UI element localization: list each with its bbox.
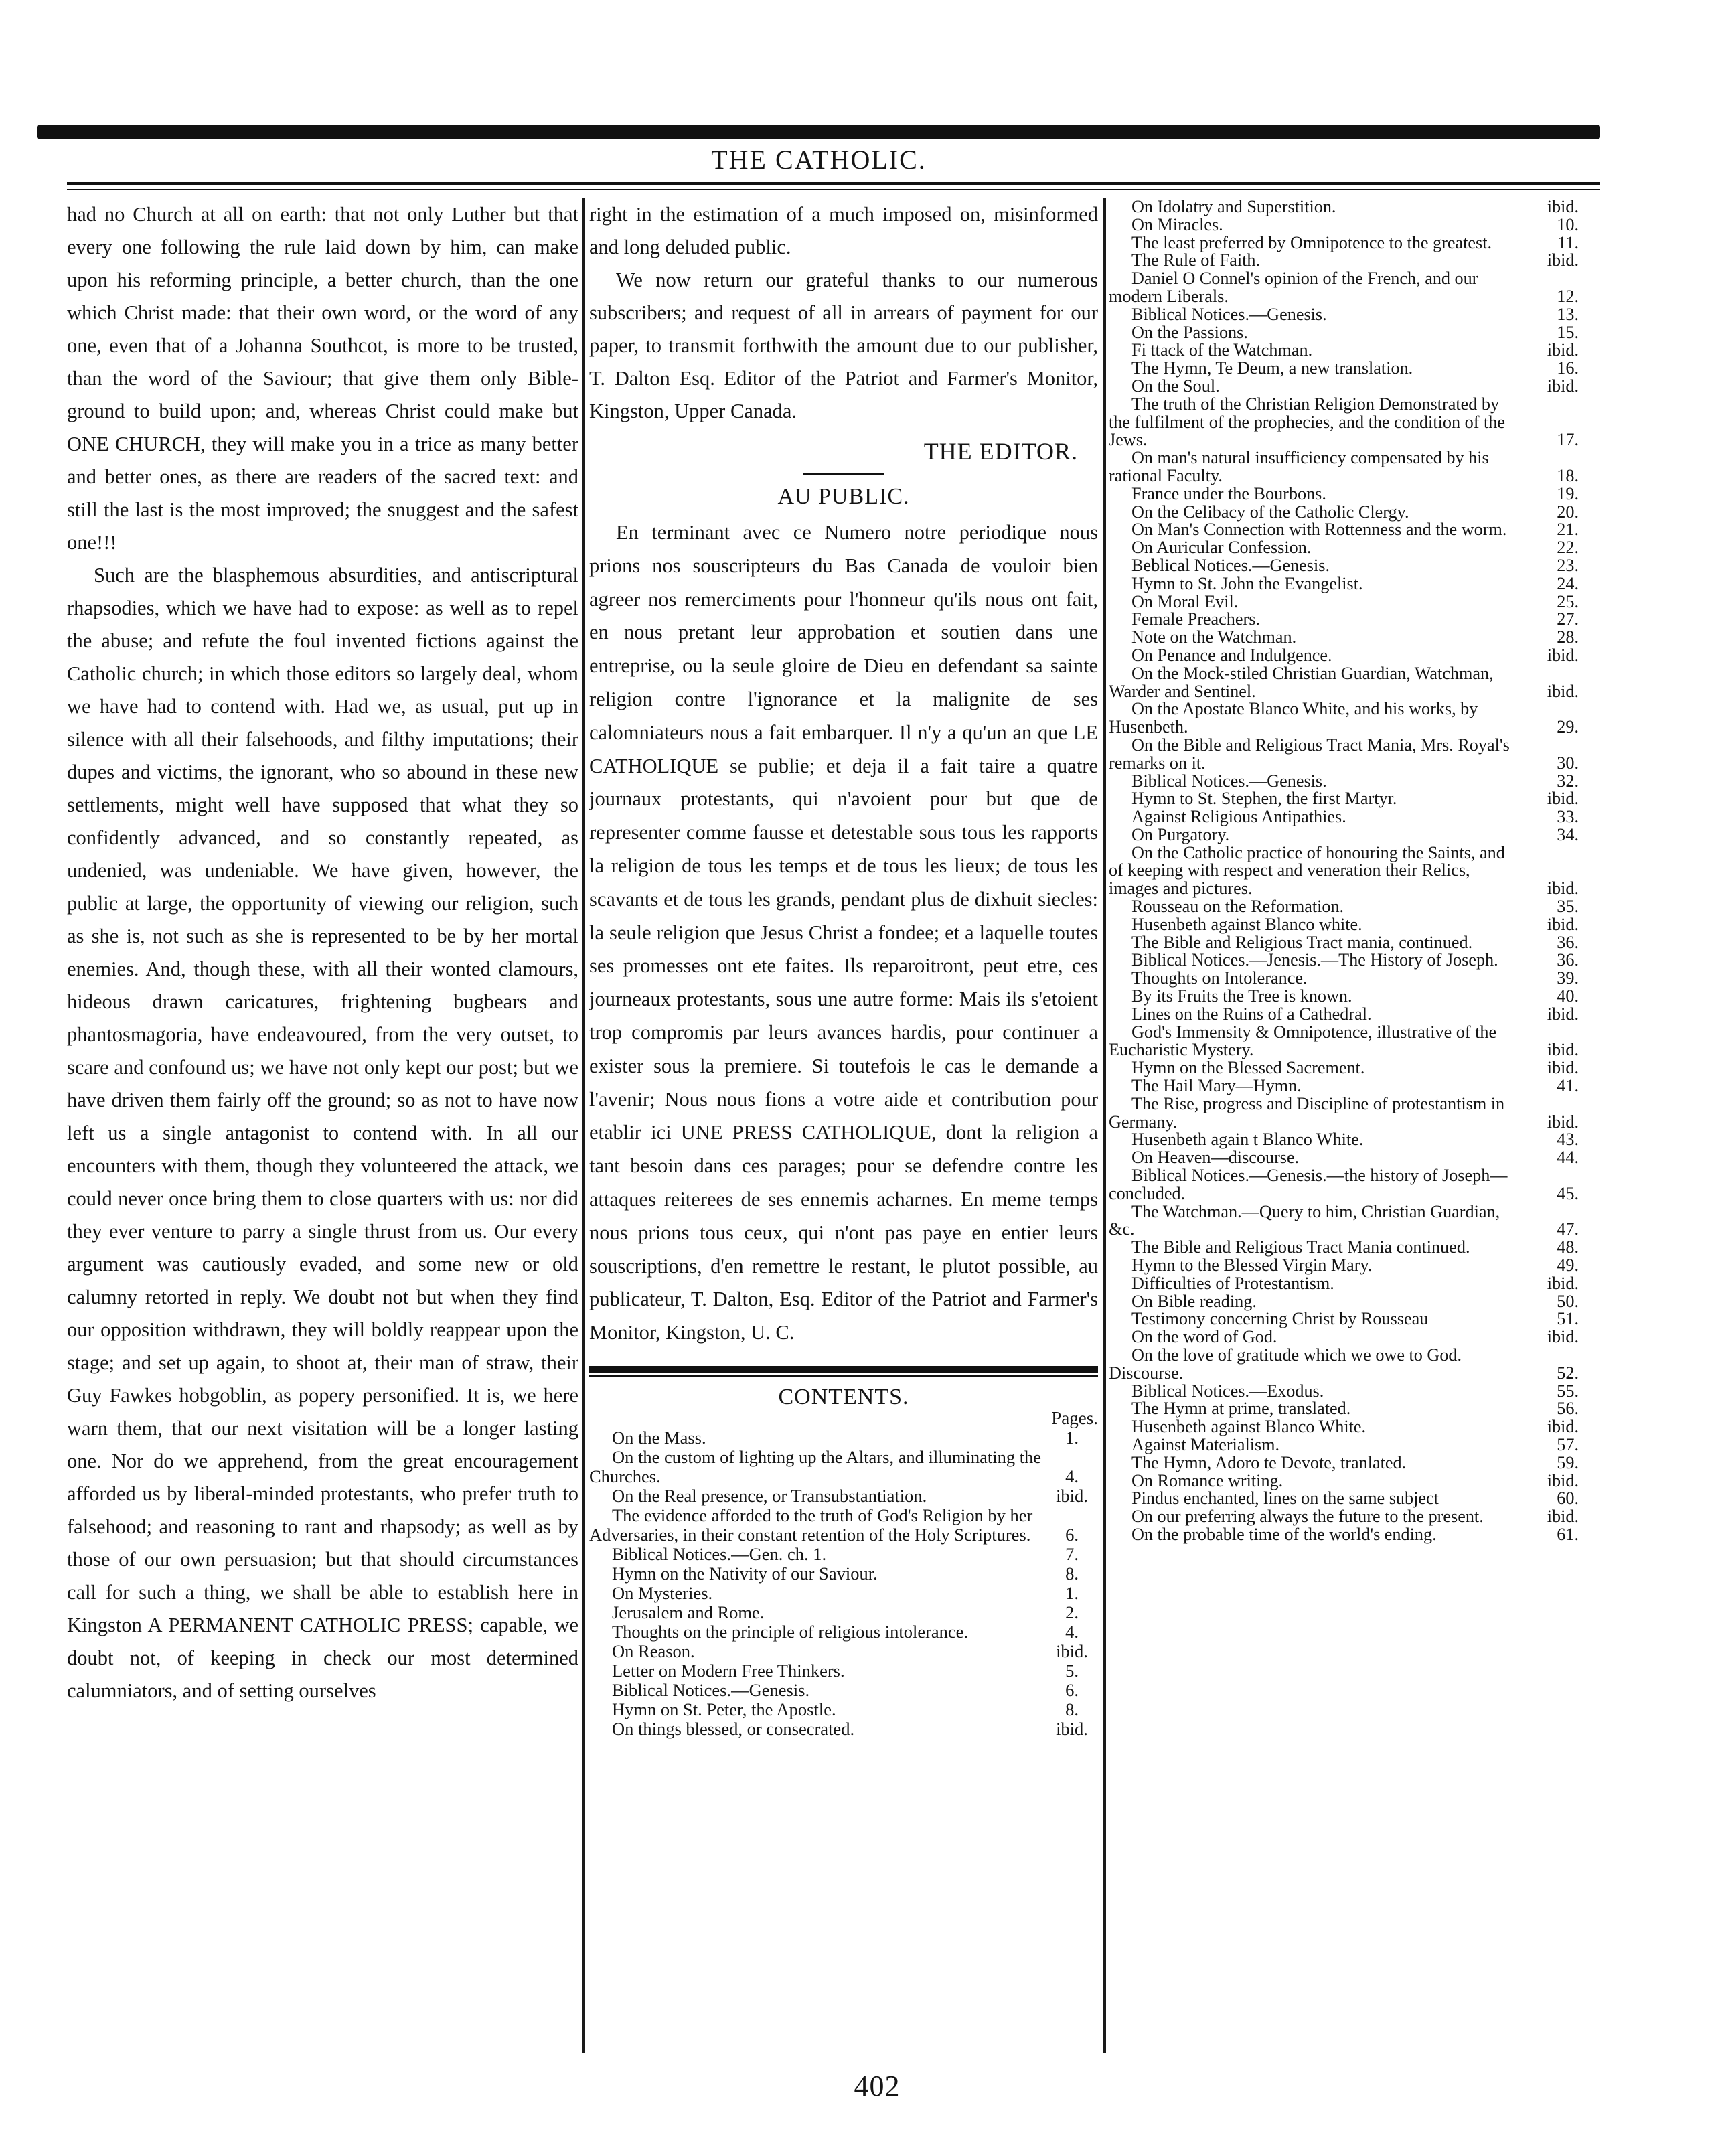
contents-entry-title: Female Preachers.	[1131, 609, 1260, 629]
contents-entry-page: 40.	[1557, 986, 1579, 1006]
contents-entry-page: 1.	[1065, 1582, 1079, 1603]
contents-entry-title: Biblical Notices.—Jenesis.—The History of Joseph.	[1131, 950, 1498, 970]
contents-entry-title: On Penance and Indulgence.	[1131, 645, 1332, 665]
contents-entry	[1109, 1418, 1584, 1436]
contents-entry	[1109, 629, 1584, 647]
contents-entry-page: 12.	[1557, 286, 1579, 306]
contents-entry-page: 23.	[1557, 555, 1579, 575]
contents-entry-page: 18.	[1557, 465, 1579, 485]
contents-entry-title: On our preferring always the future to the present.	[1131, 1507, 1484, 1527]
contents-entry-title: Husenbeth again t Blanco White.	[1131, 1130, 1364, 1150]
column-divider	[582, 198, 585, 2053]
contents-title: CONTENTS.	[778, 1384, 909, 1409]
contents-entry-page: 29.	[1557, 717, 1579, 737]
contents-entry	[589, 1700, 1098, 1719]
contents-entry	[1109, 1383, 1584, 1401]
contents-entry-page: ibid.	[1547, 1273, 1579, 1293]
contents-entry	[1109, 1436, 1584, 1454]
contents-entry-title: The evidence afforded to the truth of God's Religion by her Adversaries, in their constant retention of the Holy Scriptures.	[589, 1505, 1033, 1545]
contents-entry-page: 6.	[1065, 1679, 1079, 1700]
contents-entry-page: ibid.	[1547, 1040, 1579, 1060]
header-rule	[67, 182, 1600, 185]
contents-entry-title: On Romance writing.	[1131, 1470, 1283, 1490]
contents-entry-page: ibid.	[1547, 1417, 1579, 1437]
contents-entry-page: 1.	[1065, 1427, 1079, 1448]
contents-entry-title: By its Fruits the Tree is known.	[1131, 986, 1352, 1006]
contents-entry-page: 35.	[1557, 897, 1579, 917]
contents-entry-page: ibid.	[1547, 914, 1579, 934]
contents-entry	[1109, 988, 1584, 1006]
contents-entry	[1109, 1006, 1584, 1024]
contents-entry-page: 20.	[1557, 502, 1579, 522]
contents-entry-title: Biblical Notices.—Genesis.	[1131, 304, 1327, 324]
contents-entry-page: 19.	[1557, 483, 1579, 504]
contents-entry-title: On Purgatory.	[1131, 824, 1230, 844]
contents-entry-title: Rousseau on the Reformation.	[1131, 897, 1344, 917]
contents-entry-title: On man's natural insufficiency compensated by his rational Faculty.	[1109, 448, 1489, 485]
contents-entry-page: 48.	[1557, 1237, 1579, 1257]
contents-entry-title: Hymn to St. John the Evangelist.	[1131, 573, 1363, 593]
paragraph: had no Church at all on earth: that not only Luther but that every one following the rule laid down by him, can make upon his reforming principle, a better church, than the one which Christ made: that their own word, or the word of any one, even that of a Johanna Southcot, is more to be trusted, than the word of the Saviour; that give them only Bible-ground to build upon; and, whereas Christ could make but ONE CHURCH, they will make you in a trice as many better and better ones, as there are readers of the sacred text: and still the last is the most improved; the snuggest and the safest one!!!	[67, 203, 578, 554]
contents-entry-title: The Hymn, Te Deum, a new translation.	[1131, 358, 1413, 378]
column-divider	[1103, 198, 1106, 2053]
contents-entry-page: 8.	[1065, 1699, 1079, 1719]
contents-entry	[1109, 844, 1584, 898]
contents-entry-title: The Hymn, Adoro te Devote, tranlated.	[1131, 1452, 1407, 1472]
contents-entry-title: On the love of gratitude which we owe to God. Discourse.	[1109, 1345, 1462, 1383]
contents-entry	[1109, 216, 1584, 234]
paragraph: right in the estimation of a much imposed on, misinformed and long deluded public.	[589, 203, 1098, 258]
contents-entry-title: Fi ttack of the Watchman.	[1131, 340, 1313, 360]
contents-entry	[1109, 324, 1584, 342]
contents-entry-page: 15.	[1557, 322, 1579, 342]
contents-entry-title: On the Mass.	[612, 1427, 706, 1448]
contents-entry-page: ibid.	[1056, 1718, 1088, 1739]
contents-entry	[589, 1622, 1098, 1642]
contents-entry-page: ibid.	[1547, 1004, 1579, 1024]
contents-entry-page: ibid.	[1547, 340, 1579, 360]
contents-entry-title: Testimony concerning Christ by Rousseau	[1131, 1309, 1429, 1329]
contents-entry	[1109, 934, 1584, 952]
contents-entry-page: 25.	[1557, 591, 1579, 611]
contents-entry	[589, 1642, 1098, 1661]
contents-entry-title: On the probable time of the world's ending.	[1131, 1524, 1437, 1544]
contents-entry-title: Husenbeth against Blanco White.	[1131, 1417, 1366, 1437]
contents-entry-page: 47.	[1557, 1219, 1579, 1239]
contents-entry-page: 4.	[1065, 1621, 1079, 1642]
contents-entry-title: The Hail Mary—Hymn.	[1131, 1076, 1302, 1096]
contents-entry-title: Biblical Notices.—Genesis.	[612, 1679, 810, 1700]
contents-entry-title: On Bible reading.	[1131, 1291, 1257, 1311]
contents-entry-page: ibid.	[1547, 1111, 1579, 1132]
contents-entry-page: 7.	[1065, 1543, 1079, 1564]
paragraph: We now return our grateful thanks to our numerous subscribers; and request of all in arrears of payment for our paper, to transmit forthwith the amount due to our publisher, T. Dalton Esq. Editor of the Patriot and Farmer's Monitor, Kingston, Upper Canada.	[589, 268, 1098, 422]
section-divider	[803, 473, 884, 475]
contents-entry-page: 27.	[1557, 609, 1579, 629]
contents-entry-page: 44.	[1557, 1148, 1579, 1168]
contents-entry	[1109, 1346, 1584, 1383]
contents-entry	[1109, 504, 1584, 522]
contents-entry-page: 24.	[1557, 573, 1579, 593]
column-3	[1109, 198, 1584, 2060]
contents-entry	[589, 1584, 1098, 1603]
contents-entry-page: 36.	[1557, 950, 1579, 970]
contents-entry	[1109, 700, 1584, 737]
contents-entry-title: The Rule of Faith.	[1131, 250, 1261, 271]
contents-entry-title: Hymn on St. Peter, the Apostle.	[612, 1699, 836, 1719]
contents-entry-title: Jerusalem and Rome.	[612, 1602, 765, 1622]
contents-entry-title: Against Materialism.	[1131, 1434, 1280, 1454]
contents-entry-page: ibid.	[1547, 1327, 1579, 1347]
contents-entry	[1109, 539, 1584, 557]
contents-entry-title: Thoughts on the principle of religious intolerance.	[612, 1621, 969, 1642]
contents-entry-title: On Auricular Confession.	[1131, 538, 1312, 558]
header-rule-thin	[67, 189, 1600, 190]
contents-entry	[1109, 611, 1584, 629]
contents-entry	[1109, 593, 1584, 611]
contents-entry-title: On Reason.	[612, 1640, 695, 1661]
contents-entry-title: On the Catholic practice of honouring the Saints, and of keeping with respect and veneration their Relics, images and pictures.	[1109, 842, 1505, 899]
contents-entry	[1109, 773, 1584, 791]
contents-rule-thin	[589, 1375, 1098, 1377]
contents-entry-title: On Man's Connection with Rottenness and the worm.	[1131, 520, 1507, 540]
contents-entry	[589, 1719, 1098, 1739]
contents-entry	[1109, 916, 1584, 934]
contents-entry-page: ibid.	[1547, 376, 1579, 396]
contents-entry-page: 6.	[1065, 1524, 1079, 1545]
contents-entry	[1109, 970, 1584, 988]
contents-entry	[1109, 737, 1584, 773]
contents-entry	[1109, 1239, 1584, 1257]
contents-entry-title: The truth of the Christian Religion Demonstrated by the fulfilment of the prophecies, and the condition of the Jews.	[1109, 394, 1505, 450]
contents-entry-page: ibid.	[1547, 645, 1579, 665]
contents-entry-title: On the Celibacy of the Catholic Clergy.	[1131, 502, 1409, 522]
contents-entry	[1109, 826, 1584, 844]
contents-entry-page: ibid.	[1547, 1470, 1579, 1490]
contents-entry-title: On the Soul.	[1131, 376, 1220, 396]
au-public-heading: AU PUBLIC.	[777, 484, 910, 509]
contents-entry	[589, 1486, 1098, 1506]
contents-entry-title: Biblical Notices.—Gen. ch. 1.	[612, 1543, 827, 1564]
contents-list	[589, 1428, 1098, 1739]
contents-entry-title: The Hymn at prime, translated.	[1131, 1399, 1351, 1419]
contents-entry-title: On the Bible and Religious Tract Mania, Mrs. Royal's remarks on it.	[1109, 735, 1510, 773]
contents-entry-title: Note on the Watchman.	[1131, 627, 1297, 647]
contents-entry	[589, 1448, 1098, 1486]
contents-entry-page: 11.	[1557, 232, 1579, 252]
contents-entry	[1109, 898, 1584, 916]
contents-entry	[1109, 306, 1584, 324]
contents-entry-page: ibid.	[1547, 878, 1579, 899]
contents-entry-page: 49.	[1557, 1255, 1579, 1276]
contents-entry	[589, 1603, 1098, 1622]
top-decorative-bar	[37, 125, 1600, 139]
contents-entry-page: 39.	[1557, 968, 1579, 988]
contents-entry-page: 43.	[1557, 1130, 1579, 1150]
contents-entry	[1109, 1454, 1584, 1472]
contents-entry	[1109, 341, 1584, 360]
editor-notice	[589, 198, 1098, 428]
contents-entry-page: ibid.	[1547, 681, 1579, 701]
contents-entry-title: Against Religious Antipathies.	[1131, 807, 1346, 827]
column-1	[67, 198, 578, 2060]
contents-entry	[1109, 1526, 1584, 1544]
contents-entry	[1109, 378, 1584, 396]
contents-entry-page: ibid.	[1056, 1485, 1088, 1506]
contents-entry-page: ibid.	[1547, 1058, 1579, 1078]
contents-entry-title: On things blessed, or consecrated.	[612, 1718, 855, 1739]
contents-entry	[1109, 557, 1584, 575]
contents-entry-title: The Bible and Religious Tract mania, continued.	[1131, 932, 1473, 952]
contents-entry-title: Hymn to St. Stephen, the first Martyr.	[1131, 789, 1397, 809]
contents-entry-title: God's Immensity & Omnipotence, illustrative of the Eucharistic Mystery.	[1109, 1022, 1497, 1060]
contents-entry	[1109, 1059, 1584, 1077]
contents-entry-title: On the Mock-stiled Christian Guardian, Watchman, Warder and Sentinel.	[1109, 663, 1494, 701]
contents-entry-title: Letter on Modern Free Thinkers.	[612, 1660, 845, 1681]
contents-entry-page: 59.	[1557, 1452, 1579, 1472]
french-notice: En terminant avec ce Numero notre periodique nous prions nos souscripteurs du Bas Canada de vouloir bien agreer nos remerciments pour l'honneur qu'ils nous ont fait, en nous pretant leur approbation et soutien dans une entreprise, ou la seule gloire de Dieu en defendant sa sainte religion contre l'ignorance et la malignite de ses calomniateurs nous a fait embarquer. Il n'y a qu'un an que LE CATHOLIQUE se publie; et deja il a fait taire a quatre journaux protestants, qui n'avoient pour but que de representer comme fausse et detestable sous tous les rapports la religion de tous les temps et de tous les lieux; de tous les scavants et de tous les grands, pendant plus de dixhuit siecles: la seule religion que Jesus Christ a fondee; et a laquelle toutes ses promesses ont ete faites. Ils reparoitront, peut etre, ces journeaux protestants, sous une autre forme: Mais ils s'etoient trop compromis par leurs avances hardis, pour continuer a exister sous la premiere. Si toutefois le cas le demande a l'avenir; Nous nous fions a votre aide et contribution pour etablir ici UNE PRESS CATHOLIQUE, dont la religion a tant besoin dans ces parages; pour se defendre contre les attaques reiterees de ses ennemis acharnes. En meme temps nous prions tous ceux, qui n'ont pas paye en entier leurs souscriptions, d'en remettre le restant, le plutot possible, au publicateur, T. Dalton, Esq. Editor of the Patriot and Farmer's Monitor, Kingston, U. C.	[589, 521, 1098, 1344]
contents-entry-page: 50.	[1557, 1291, 1579, 1311]
page-number: 402	[854, 2070, 901, 2102]
contents-entry	[589, 1545, 1098, 1564]
contents-entry-page: 56.	[1557, 1399, 1579, 1419]
contents-entry	[589, 1564, 1098, 1584]
contents-entry-page: ibid.	[1547, 198, 1579, 216]
contents-entry-title: On the Passions.	[1131, 322, 1248, 342]
contents-entry	[1109, 1149, 1584, 1167]
contents-entry	[1109, 1024, 1584, 1060]
contents-entry	[1109, 647, 1584, 665]
contents-entry-title: On the custom of lighting up the Altars, and illuminating the Churches.	[589, 1446, 1042, 1486]
contents-entry	[589, 1506, 1098, 1545]
paragraph: Such are the blasphemous absurdities, and antiscriptural rhapsodies, which we have had to expose: as well as to repel the abuse; and refute the foul invented fictions against the Catholic church; in which those editors so largely deal, whom we have had to contend with. Had we, as usual, put up in silence with all their falsehoods, and filthy imputations; their dupes and victims, the ignorant, who so abound in these new settlements, might well have supposed that what they so confidently advanced, and so constantly repeated, as undenied, was undeniable. We have given, however, the public at large, the opportunity of viewing our religion, such as she is, not such as she is represented to be by her mortal enemies. And, though these, with all their wonted clamours, hideous drawn caricatures, frightening bugbears and phantosmagoria, have endeavoured, from the very outset, to scare and confound us; we have not only kept our post; but we have driven them fairly off the ground; so as not to have now left us a single antagonist to contend with. In all our encounters with them, though they volunteered the attack, we could never once bring them to close quarters with us: nor did they ever venture to parry a single thrust from us. Our every argument was cautiously evaded, and some new or old calumny retorted in reply. We doubt not but when they find our opposition withdrawn, they will boldly reappear upon the stage; and set up again, to shoot at, their man of straw, their Guy Fawkes hobgoblin, as popery personified. It is, we here warn them, that our next visitation will be a longer lasting one. Nor do we apprehend, from the great encouragement afforded us by liberal-minded protestants, who prefer truth to falsehood; and reasoning to rant and rhapsody; as well as by those of our own persuasion; but that should circumstances call for such a thing, we shall be able to establish here in Kingston A PERMANENT CATHOLIC PRESS; capable, we doubt not, of keeping in check our most determined calumniators, and of setting ourselves	[67, 564, 578, 1702]
contents-entry-page: 10.	[1557, 214, 1579, 234]
contents-entry-page: 33.	[1557, 807, 1579, 827]
contents-entry-page: 52.	[1557, 1363, 1579, 1383]
contents-entry	[1109, 1293, 1584, 1311]
contents-entry	[1109, 449, 1584, 485]
contents-entry-page: 28.	[1557, 627, 1579, 647]
contents-entry-page: 32.	[1557, 771, 1579, 791]
contents-entry-title: Biblical Notices.—Genesis.—the history of Joseph—concluded.	[1109, 1166, 1508, 1203]
contents-entry-page: ibid.	[1056, 1640, 1088, 1661]
contents-entry	[1109, 360, 1584, 378]
contents-entry-title: On Heaven—discourse.	[1131, 1148, 1300, 1168]
contents-entry-title: The Bible and Religious Tract Mania continued.	[1131, 1237, 1470, 1257]
contents-entry-page: 2.	[1065, 1602, 1079, 1622]
contents-entry	[1109, 396, 1584, 449]
contents-entry-title: Pindus enchanted, lines on the same subject	[1131, 1488, 1439, 1509]
contents-entry-page: 51.	[1557, 1309, 1579, 1329]
contents-entry-title: Hymn to the Blessed Virgin Mary.	[1131, 1255, 1373, 1276]
contents-entry-page: 21.	[1557, 520, 1579, 540]
contents-entry	[1109, 1203, 1584, 1239]
contents-entry-page: 8.	[1065, 1563, 1079, 1584]
contents-entry-title: Biblical Notices.—Genesis.	[1131, 771, 1327, 791]
contents-entry	[1109, 665, 1584, 701]
contents-entry-page: 34.	[1557, 824, 1579, 844]
contents-entry-page: ibid.	[1547, 789, 1579, 809]
contents-entry-title: France under the Bourbons.	[1131, 483, 1326, 504]
contents-entry-title: On Moral Evil.	[1131, 591, 1239, 611]
contents-entry-page: 41.	[1557, 1076, 1579, 1096]
contents-entry	[1109, 521, 1584, 539]
contents-entry	[1109, 1472, 1584, 1490]
contents-entry-title: Hymn on the Nativity of our Saviour.	[612, 1563, 878, 1584]
contents-entry	[1109, 234, 1584, 252]
masthead: THE CATHOLIC.	[711, 145, 927, 175]
contents-entry-title: On Miracles.	[1131, 214, 1223, 234]
contents-entry-page: 55.	[1557, 1381, 1579, 1401]
contents-entry-title: Thoughts on Intolerance.	[1131, 968, 1308, 988]
contents-entry	[1109, 1131, 1584, 1149]
contents-entry	[1109, 252, 1584, 270]
contents-entry	[1109, 1400, 1584, 1418]
contents-entry-page: 45.	[1557, 1183, 1579, 1203]
contents-rule	[589, 1366, 1098, 1373]
contents-entry	[1109, 270, 1584, 306]
contents-entry-page: 57.	[1557, 1434, 1579, 1454]
contents-entry	[1109, 1275, 1584, 1293]
contents-entry-title: Daniel O Connel's opinion of the French, and our modern Liberals.	[1109, 268, 1478, 306]
contents-entry-title: The least preferred by Omnipotence to the greatest.	[1131, 232, 1492, 252]
contents-entry-page: 5.	[1065, 1660, 1079, 1681]
contents-entry-title: On the Real presence, or Transubstantiation.	[612, 1485, 927, 1506]
contents-entry	[1109, 1257, 1584, 1275]
contents-entry-title: Beblical Notices.—Genesis.	[1131, 555, 1330, 575]
contents-entry	[1109, 808, 1584, 826]
contents-entry-title: The Rise, progress and Discipline of protestantism in Germany.	[1109, 1093, 1505, 1132]
contents-entry-title: Hymn on the Blessed Sacrement.	[1131, 1058, 1365, 1078]
contents-entry-page: 60.	[1557, 1488, 1579, 1509]
contents-entry	[589, 1428, 1098, 1448]
column-2	[589, 198, 1098, 2060]
contents-entry-title: Lines on the Ruins of a Cathedral.	[1131, 1004, 1372, 1024]
contents-entry-title: Husenbeth against Blanco white.	[1131, 914, 1362, 934]
contents-entry	[1109, 790, 1584, 808]
contents-entry-page: 17.	[1557, 430, 1579, 450]
contents-entry	[589, 1681, 1098, 1700]
contents-entry-title: Biblical Notices.—Exodus.	[1131, 1381, 1324, 1401]
contents-entry-title: On the Apostate Blanco White, and his works, by Husenbeth.	[1109, 699, 1478, 737]
contents-entry-page: 4.	[1065, 1466, 1079, 1486]
contents-entry	[1109, 1328, 1584, 1346]
contents-entry-page: 22.	[1557, 538, 1579, 558]
contents-entry	[1109, 1095, 1584, 1132]
contents-entry	[1109, 951, 1584, 970]
contents-entry-page: ibid.	[1547, 1507, 1579, 1527]
editor-signature: THE EDITOR.	[923, 438, 1078, 465]
contents-entry	[1109, 1167, 1584, 1203]
contents-entry-page: 36.	[1557, 932, 1579, 952]
contents-entry-page: ibid.	[1547, 250, 1579, 271]
contents-entry	[1109, 1310, 1584, 1328]
contents-entry	[1109, 485, 1584, 504]
contents-entry-title: On Idolatry and Superstition.	[1131, 198, 1336, 216]
contents-list-continued	[1109, 198, 1584, 1544]
contents-entry	[1109, 198, 1584, 216]
contents-entry	[1109, 575, 1584, 593]
contents-entry-page: 16.	[1557, 358, 1579, 378]
pages-label: Pages.	[1051, 1407, 1098, 1428]
contents-entry	[589, 1661, 1098, 1681]
contents-entry-page: 30.	[1557, 753, 1579, 773]
contents-entry-title: The Watchman.—Query to him, Christian Guardian, &c.	[1109, 1201, 1500, 1239]
contents-entry-page: 61.	[1557, 1524, 1579, 1544]
contents-entry	[1109, 1508, 1584, 1526]
contents-entry-title: Difficulties of Protestantism.	[1131, 1273, 1334, 1293]
contents-entry-title: On Mysteries.	[612, 1582, 713, 1603]
contents-entry-title: On the word of God.	[1131, 1327, 1277, 1347]
contents-entry	[1109, 1077, 1584, 1095]
contents-entry-page: 13.	[1557, 304, 1579, 324]
contents-entry	[1109, 1490, 1584, 1508]
